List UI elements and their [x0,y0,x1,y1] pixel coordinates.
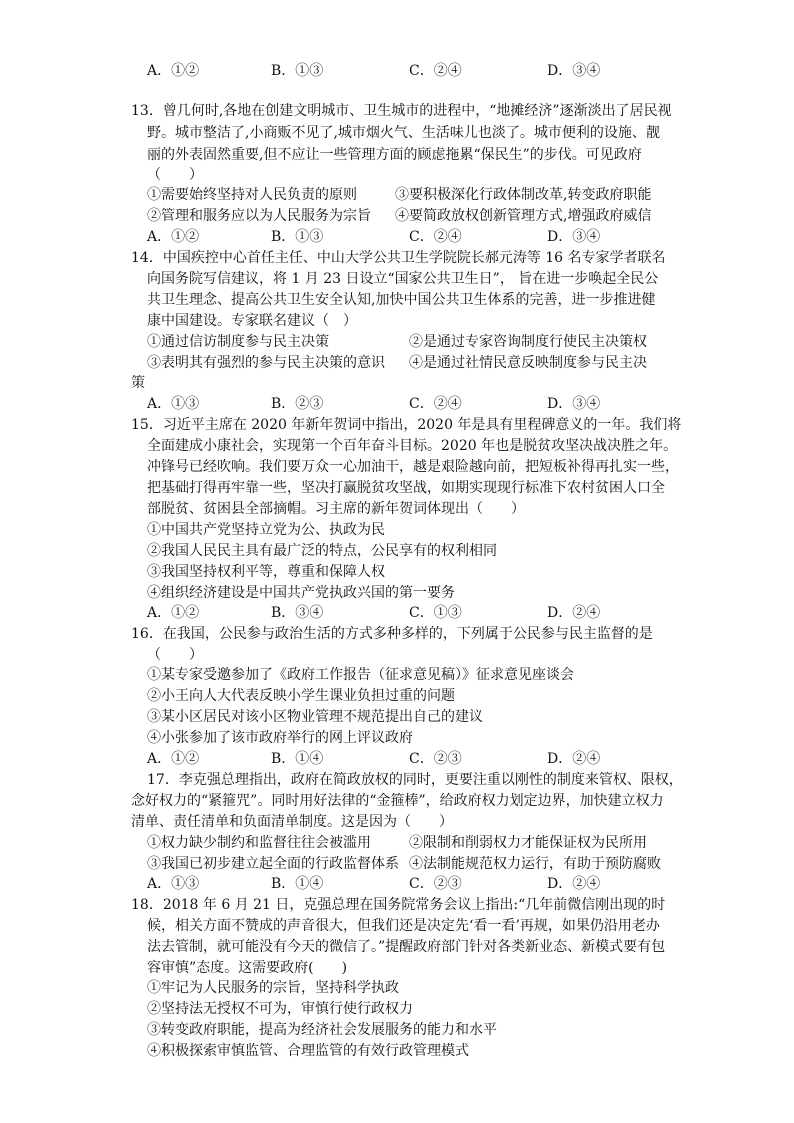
statement-2: ②小王向人大代表反映小学生课业负担过重的问题 [147,688,455,704]
option-d: D．③④ [547,396,601,412]
statement-3: ③转变政府职能，提高为经济社会发展服务的能力和水平 [147,1022,497,1038]
question-text-line: 清单、责任清单和负面清单制度。这是因为（ ） [131,814,453,830]
statement-1: ①需要始终坚持对人民负责的原则 [147,187,357,203]
question-text-line: （ ） [147,167,203,183]
statement-3: ③某小区居民对该小区物业管理不规范提出自己的建议 [147,709,483,725]
question-text-line: 向国务院写信建议，将 1 月 23 日设立“国家公共卫生日”， 旨在进一步唤起全民公 [147,271,659,287]
option-a: A．①② [147,605,200,621]
question-text-line: 全面建成小康社会，实现第一个百年奋斗目标。2020 年也是脱贫攻坚决战决胜之年。 [147,438,678,454]
question-text-line: 冲锋号已经吹响。我们要万众一心加油干，越是艰险越向前，把短板补得再扎实一些， [147,459,679,475]
statement-2: ②坚持法无授权不可为，审慎行使行政权力 [147,1001,413,1017]
option-c: C．②④ [409,63,462,79]
question-text-line: 把基础打得再牢靠一些，坚决打赢脱贫攻坚战，如期实现现行标准下农村贫困人口全 [147,480,665,496]
option-b: B．①③ [271,229,324,245]
option-d: D．③④ [547,229,601,245]
statement-1: ①中国共产党坚持立党为公、执政为民 [147,522,385,538]
statement-4: ④小张参加了该市政府举行的网上评议政府 [147,730,413,746]
question-text-line: 野。城市整洁了,小商贩不见了,城市烟火气、生活味儿也淡了。城市便利的设施、靓 [147,125,660,141]
question-text-line: 18．2018 年 6 月 21 日，克强总理在国务院常务会议上指出:“几年前微信刚出现的时 [131,897,666,913]
statement-1: ①某专家受邀参加了《政府工作报告（征求意见稿）》征求意见座谈会 [147,667,574,683]
question-text-line: 16．在我国，公民参与政治生活的方式多种多样的，下列属于公民参与民主监督的是 [131,626,653,642]
statement-2: ②管理和服务应以为人民服务为宗旨 [147,208,371,224]
statement-4: ④是通过社情民意反映制度参与民主决 [409,355,647,371]
statement-4: ④积极探索审慎监管、合理监管的有效行政管理模式 [147,1043,469,1059]
question-text-line: 丽的外表固然重要,但不应让一些管理方面的顾虑拖累“保民生”的步伐。可见政府 [147,147,642,163]
question-text-line: 13．曾几何时,各地在创建文明城市、卫生城市的进程中，“地摊经济”逐渐淡出了居民视 [131,103,672,119]
option-d: D．②④ [547,751,601,767]
statement-3: ③要积极深化行政体制改革,转变政府职能 [395,187,652,203]
option-c: C．②③ [409,876,462,892]
option-c: C．②④ [409,396,462,412]
statement-2: ②限制和削弱权力才能保证权为民所用 [409,835,647,851]
statement-wrap: 策 [131,375,145,391]
question-text-line: 部脱贫、贫困县全部摘帽。习主席的新年贺词体现出（ ） [147,501,525,517]
option-a: A．①② [147,751,200,767]
statement-3: ③表明其有强烈的参与民主决策的意识 [147,355,385,371]
statement-4: ④法制能规范权力运行，有助于预防腐败 [409,856,661,872]
option-a: A．①③ [147,396,200,412]
option-c: C．②④ [409,229,462,245]
option-b: B．②③ [271,396,324,412]
option-d: D．②④ [547,605,601,621]
option-a: A．①② [147,63,200,79]
question-text-line: 17．李克强总理指出，政府在简政放权的同时，更要注重以刚性的制度来管权、限权， [147,772,683,788]
statement-3: ③我国已初步建立起全面的行政监督体系 [147,856,399,872]
option-c: C．①③ [409,605,462,621]
question-text-line: 容审慎”态度。这需要政府( ) [147,960,348,976]
option-a: A．①③ [147,876,200,892]
question-text-line: 共卫生理念、提高公共卫生安全认知,加快中国公共卫生体系的完善，进一步推进健 [147,292,656,308]
option-b: B．①④ [271,876,324,892]
statement-2: ②是通过专家咨询制度行使民主决策权 [409,334,647,350]
statement-4: ④要简政放权创新管理方式,增强政府威信 [395,208,652,224]
option-c: C．②③ [409,751,462,767]
question-text-line: 康中国建设。专家联名建议（ ） [147,313,357,329]
option-d: D．②④ [547,876,601,892]
question-text-line: 念好权力的“紧箍咒”。同时用好法律的“金箍棒”，给政府权力划定边界，加快建立权力 [131,793,664,809]
option-b: B．①③ [271,63,324,79]
question-text-line: 14．中国疾控中心首任主任、中山大学公共卫生学院院长郝元涛等 16 名专家学者联名 [131,250,666,266]
statement-2: ②我国人民民主具有最广泛的特点，公民享有的权利相同 [147,543,497,559]
option-b: B．①④ [271,751,324,767]
question-text-line: 15．习近平主席在 2020 年新年贺词中指出，2020 年是具有里程碑意义的一年。我们将 [131,417,682,433]
option-b: B．③④ [271,605,324,621]
option-a: A．①② [147,229,200,245]
question-text-line: （ ） [147,647,203,663]
statement-1: ①权力缺少制约和监督往往会被滥用 [147,835,371,851]
statement-3: ③我国坚持权利平等，尊重和保障人权 [147,564,385,580]
statement-4: ④组织经济建设是中国共产党执政兴国的第一要务 [147,585,455,601]
option-d: D．③④ [547,63,601,79]
question-text-line: 候，相关方面不赞成的声音很大，但我们还是决定先‘看一看’再规，如果仍沿用老办 [147,918,660,934]
statement-1: ①牢记为人民服务的宗旨，坚持科学执政 [147,980,399,996]
statement-1: ①通过信访制度参与民主决策 [147,334,329,350]
question-text-line: 法去管制，就可能没有今天的微信了。”提醒政府部门针对各类新业态、新模式要有包 [147,939,666,955]
